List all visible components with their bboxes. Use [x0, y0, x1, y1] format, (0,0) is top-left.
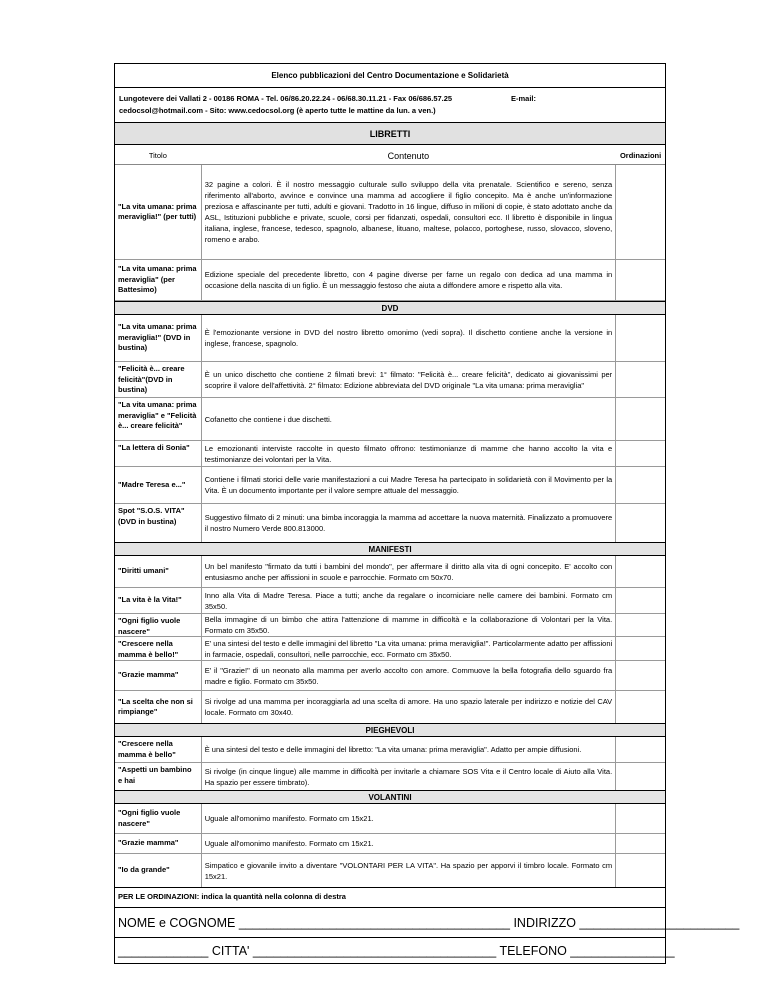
contact-block — [115, 88, 665, 123]
item-title: "La vita umana: prima meraviglia" e "Felicità è... creare felicità" — [118, 400, 197, 430]
item-content: Inno alla Vita di Madre Teresa. Piace a tutti; anche da regalare o incorniciare nelle camere dei bambini. Formato cm 35x50. — [201, 588, 616, 613]
item-title: "Io da grande" — [118, 865, 170, 875]
item-title: "Madre Teresa e..." — [118, 479, 186, 489]
document-title: Elenco pubblicazioni del Centro Documentazione e Solidarietà — [115, 64, 665, 88]
item-title: "La scelta che non si rimpiange" — [118, 696, 193, 716]
item-title: "La vita umana: prima meraviglia" (per Battesimo) — [118, 264, 197, 295]
table-row — [115, 804, 665, 834]
item-title: "La lettera di Sonia" — [118, 443, 190, 452]
column-header-orders: Ordinazioni — [619, 151, 662, 160]
item-title: "Aspetti un bambino e hai — [118, 765, 192, 785]
section-heading-dvd: DVD — [115, 301, 665, 315]
section-heading-libretti: LIBRETTI — [115, 123, 665, 145]
table-row — [115, 737, 665, 763]
order-cell[interactable] — [616, 165, 665, 259]
publications-sheet — [114, 63, 740, 964]
order-cell[interactable] — [616, 588, 665, 613]
table-row — [115, 362, 665, 398]
address-line-1: Lungotevere dei Vallati 2 - 00186 ROMA - Tel. 06/86.20.22.24 - 06/68.30.11.21 - Fax 06/686.57.25 — [119, 94, 453, 103]
section-heading-pieghevoli: PIEGHEVOLI — [115, 723, 665, 737]
item-title: "Crescere nella mamma è bello!" — [118, 639, 179, 659]
table-row — [115, 504, 665, 542]
item-content: È una sintesi del testo e delle immagini del libretto: "La vita umana: prima meraviglia". Adatto per ampie diffusioni. — [201, 737, 616, 762]
item-content: È l'emozionante versione in DVD del nostro libretto omonimo (vedi sopra). Il dischetto contiene anche la versione in inglese, francese, spagnolo. — [201, 315, 616, 361]
order-cell[interactable] — [616, 804, 665, 833]
item-title: "Felicità è... creare felicità"(DVD in bustina) — [118, 364, 185, 394]
order-cell[interactable] — [616, 467, 665, 503]
order-cell[interactable] — [616, 854, 665, 887]
order-cell[interactable] — [616, 763, 665, 790]
table-row — [115, 661, 665, 691]
item-content: 32 pagine a colori. È il nostro messaggio culturale sullo sviluppo della vita prenatale. Scientifico e sereno, senza riferimento all'aborto, avvince e convince una mamma ad accogliere il figlio concepito. Ma è anche un'informazione preziosa e affascinante per tutti, adulti e giovani. Tradotto in 16 lingue, diffuso in milioni di copie, è stato adottato anche da ASL, Istituzioni pubbliche e private, scuole, corsi per fidanzati, ospedali, consultori ecc. Il libretto è disponibile in lingua italiana, inglese, francese, tedesco, spagnolo, albanese, lituano, maltese, polacco, portoghese, russo, slovacco, sloveno, romeno e arabo. — [201, 165, 616, 259]
form-city-phone-line[interactable]: _____________ CITTA' ___________________________________ TELEFONO _______________ — [115, 937, 665, 963]
column-headers — [115, 145, 665, 165]
order-cell[interactable] — [616, 398, 665, 440]
table-row — [115, 441, 665, 467]
item-content: Cofanetto che contiene i due dischetti. — [201, 398, 616, 440]
section-heading-volantini: VOLANTINI — [115, 790, 665, 804]
table-row — [115, 834, 665, 854]
email-label: E-mail: — [511, 94, 537, 103]
table-row — [115, 854, 665, 887]
item-content: Suggestivo filmato di 2 minuti: una bimba incoraggia la mamma ad accettare la nuova maternità. Finalizzato a promuovere il nostro Numero Verde 800.813000. — [201, 504, 616, 542]
item-title: "Grazie mamma" — [118, 670, 179, 680]
item-content: E' una sintesi del testo e delle immagini del libretto "La vita umana: prima meraviglia!". Particolarmente adatto per affissioni in farmacie, ospedali, consultori, nelle parrocchie, ecc. Formato cm 35x50. — [201, 637, 616, 660]
item-content: Edizione speciale del precedente libretto, con 4 pagine diverse per farne un regalo con dedica ad una mamma in occasione della nascita di un figlio. È un messaggio festoso che aiuta a diffondere amore e rispetto alla vita. — [201, 260, 616, 300]
table-row — [115, 315, 665, 362]
order-cell[interactable] — [616, 362, 665, 397]
table-row — [115, 165, 665, 260]
item-title: Spot "S.O.S. VITA" (DVD in bustina) — [118, 506, 185, 526]
table-row — [115, 763, 665, 790]
table-row — [115, 556, 665, 588]
order-cell[interactable] — [616, 614, 665, 636]
order-cell[interactable] — [616, 315, 665, 361]
item-content: Uguale all'omonimo manifesto. Formato cm 15x21. — [201, 804, 616, 833]
order-cell[interactable] — [616, 737, 665, 762]
item-content: Le emozionanti interviste raccolte in questo filmato offrono: testimonianze di mamme che hanno accolto la vita e testimonianze dei volontari per la Vita. — [201, 441, 616, 466]
table-row — [115, 398, 665, 441]
section-heading-manifesti: MANIFESTI — [115, 542, 665, 556]
item-content: Bella immagine di un bimbo che attira l'attenzione di mamme in difficoltà e la collaborazione di Volontari per la Vita. Formato cm 35x50. — [201, 614, 616, 636]
order-cell[interactable] — [616, 441, 665, 466]
order-cell[interactable] — [616, 556, 665, 587]
column-header-content: Contenuto — [387, 151, 430, 161]
item-content: Si rivolge ad una mamma per incoraggiarla ad una scelta di amore. Ha uno spazio laterale per indirizzo e notizie del CAV locale. Formato cm 30x40. — [201, 691, 616, 723]
item-title: "Ogni figlio vuole nascere" — [118, 808, 181, 828]
item-content: Simpatico e giovanile invito a diventare "VOLONTARI PER LA VITA". Ha spazio per apporvi il timbro locale. Formato cm 15x21. — [201, 854, 616, 887]
table-row — [115, 588, 665, 614]
item-content: E' il "Grazie!" di un neonato alla mamma per averlo accolto con amore. Commuove la bella fotografia dello sguardo fra madre e figlio. Formato cm 35x50. — [201, 661, 616, 690]
item-title: "Diritti umani" — [118, 566, 169, 576]
order-cell[interactable] — [616, 834, 665, 853]
item-title: "La vita umana: prima meraviglia!" (DVD in bustina) — [118, 322, 197, 353]
order-cell[interactable] — [616, 260, 665, 300]
item-content: Un bel manifesto "firmato da tutti i bambini del mondo", per affermare il diritto alla vita di ogni concepito. E' accolto con entusiasmo anche per affissioni in scuole e parrocchie. Formato cm 50x70. — [201, 556, 616, 587]
column-header-title: Titolo — [148, 151, 167, 160]
table-row — [115, 467, 665, 504]
item-title: "Crescere nella mamma è bello" — [118, 739, 176, 759]
address-line-2: cedocsol@hotmail.com - Sito: www.cedocsol.org (è aperto tutte le mattine da lun. a ven.) — [119, 106, 436, 115]
item-content: È un unico dischetto che contiene 2 filmati brevi: 1° filmato: "Felicità è... creare felicità", dedicato ai giovanissimi per scoprire il valore dell'affettività. 2° filmato: Edizione abbreviata del DVD originale "La vita umana: prima meraviglia" — [201, 362, 616, 397]
order-cell[interactable] — [616, 504, 665, 542]
order-cell[interactable] — [616, 637, 665, 660]
item-content: Contiene i filmati storici delle varie manifestazioni a cui Madre Teresa ha partecipato in solidarietà con il Movimento per la Vita. È un documento importante per il valore sempre attuale del messaggio. — [201, 467, 616, 503]
item-title: "La vita umana: prima meraviglia!" (per tutti) — [118, 201, 197, 221]
table-row — [115, 614, 665, 637]
table-row — [115, 691, 665, 723]
item-content: Si rivolge (in cinque lingue) alle mamme in difficoltà per invitarle a chiamare SOS Vita e il Centro locale di Aiuto alla Vita. Ha spazio per essere timbrato). — [201, 763, 616, 790]
form-name-address-line[interactable]: NOME e COGNOME _______________________________________ INDIRIZZO _______________________ — [115, 907, 665, 937]
order-instructions: PER LE ORDINAZIONI: indica la quantità nella colonna di destra — [115, 887, 665, 907]
table-row — [115, 260, 665, 301]
item-title: "Ogni figlio vuole nascere" — [118, 616, 181, 636]
item-title: "La vita è la Vita!" — [118, 595, 182, 605]
order-cell[interactable] — [616, 661, 665, 690]
item-title: "Grazie mamma" — [118, 838, 179, 848]
table-row — [115, 637, 665, 661]
order-cell[interactable] — [616, 691, 665, 723]
item-content: Uguale all'omonimo manifesto. Formato cm 15x21. — [201, 834, 616, 853]
